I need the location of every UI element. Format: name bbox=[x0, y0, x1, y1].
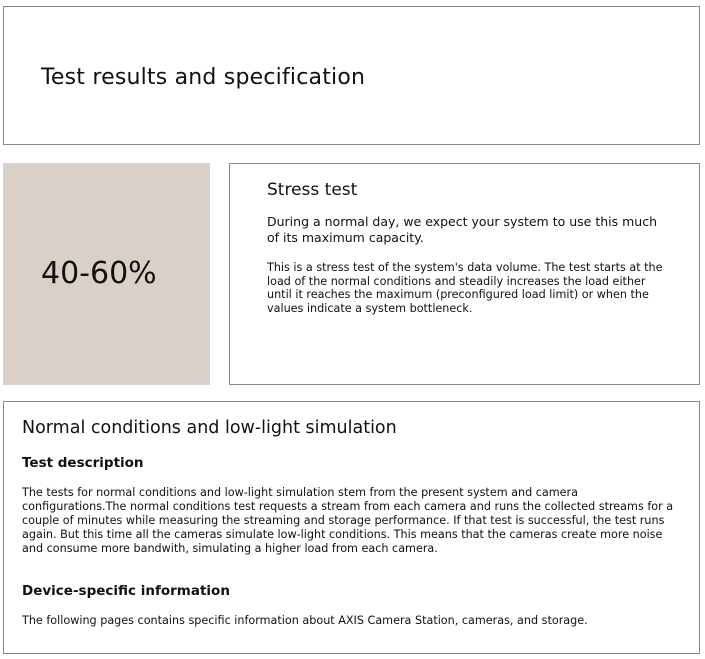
stress-test-description: This is a stress test of the system's data volume. The test starts at the load of the normal conditions and steadily increases the load either until it reaches the maximum (preconfigured load limit) or when the values indicate a system bottleneck. bbox=[267, 261, 663, 315]
stress-test-title: Stress test bbox=[267, 180, 358, 200]
normal-conditions-panel bbox=[3, 401, 700, 654]
capacity-panel bbox=[3, 163, 210, 385]
title-panel bbox=[3, 6, 700, 145]
stress-test-panel bbox=[229, 163, 700, 385]
page-title: Test results and specification bbox=[41, 65, 366, 90]
test-description-heading: Test description bbox=[22, 455, 144, 471]
stress-test-intro: During a normal day, we expect your system to use this much of its maximum capacity. bbox=[267, 214, 658, 245]
capacity-value: 40-60% bbox=[41, 256, 157, 291]
normal-conditions-title: Normal conditions and low-light simulation bbox=[22, 418, 397, 438]
device-info-text: The following pages contains specific information about AXIS Camera Station, cameras, and storage. bbox=[22, 614, 588, 627]
device-info-heading: Device-specific information bbox=[22, 583, 230, 599]
test-description-text: The tests for normal conditions and low-light simulation stem from the present system and camera configurations.The normal conditions test requests a stream from each camera and runs the collected streams for a couple of minutes while measuring the streaming and storage performance. If that test is successful, the test runs again. But this time all the cameras simulate low-light conditions. This means that the cameras create more noise and consume more bandwith, simulating a higher load from each camera. bbox=[22, 486, 674, 555]
